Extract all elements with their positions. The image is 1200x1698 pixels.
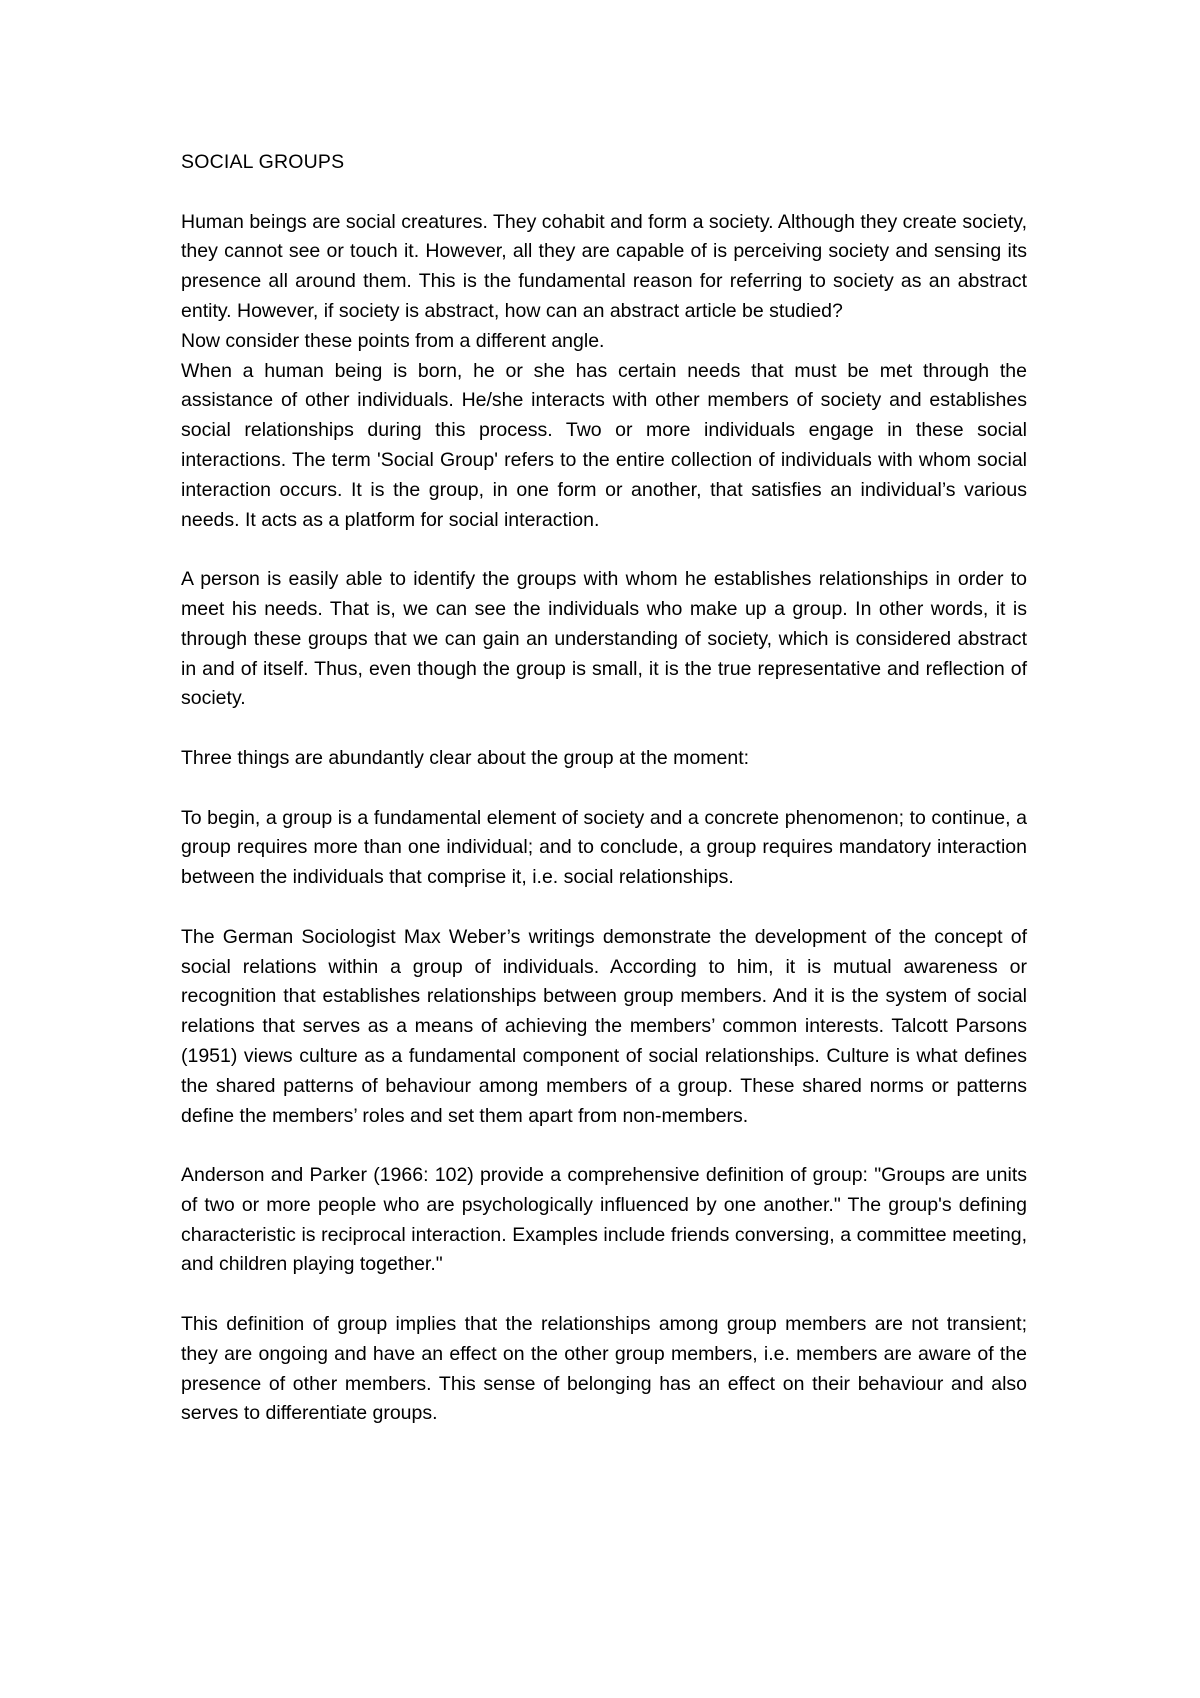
paragraph-begin-continue-conclude: To begin, a group is a fundamental element of society and a concrete phenomenon; to continue, a group requires more than one individual; and to conclude, a group requires mandatory interaction between the individuals that comprise it, i.e. social relationships. xyxy=(181,806,1027,889)
spacer xyxy=(181,1280,1027,1310)
paragraph-needs: When a human being is born, he or she has certain needs that must be met through the assistance of other individuals. He/she interacts with other members of society and establishes social relationships during this process. Two or more individuals engage in these social interactions. The term 'Social Group' refers to the entire collection of individuals with whom social interaction occurs. It is the group, in one form or another, that satisfies an individual’s various needs. It acts as a platform for social interaction. xyxy=(181,359,1027,531)
spacer xyxy=(181,1131,1027,1161)
paragraph-intro: Human beings are social creatures. They cohabit and form a society. Although they create society, they cannot see or touch it. However, all they are capable of is perceiving society and sensing its presence all around them. This is the fundamental reason for referring to society as an abstract entity. However, if society is abstract, how can an abstract article be studied? xyxy=(181,210,1027,322)
paragraph-identify-groups: A person is easily able to identify the groups with whom he establishes relationships in order to meet his needs. That is, we can see the individuals who make up a group. In other words, it is through these groups that we can gain an understanding of society, which is considered abstract in and of itself. Thus, even though the group is small, it is the true representative and reflection of society. xyxy=(181,568,1027,710)
paragraph-weber-parsons: The German Sociologist Max Weber’s writings demonstrate the development of the concept of social relations within a group of individuals. According to him, it is mutual awareness or recognition that establishes relationships between group members. And it is the system of social relations that serves as a means of achieving the members’ common interests. Talcott Parsons (1951) views culture as a fundamental component of social relationships. Culture is what defines the shared patterns of behaviour among members of a group. These shared norms or patterns define the members’ roles and set them apart from non-members. xyxy=(181,925,1027,1127)
paragraph-definition-implications: This definition of group implies that the relationships among group members are not transient; they are ongoing and have an effect on the other group members, i.e. members are aware of the presence of other members. This sense of belonging has an effect on their behaviour and also serves to differentiate groups. xyxy=(181,1313,1027,1425)
spacer xyxy=(181,535,1027,565)
spacer xyxy=(181,774,1027,804)
paragraph-anderson-parker: Anderson and Parker (1966: 102) provide a comprehensive definition of group: "Groups are units of two or more people who are psychologically influenced by one another." The group's defining characteristic is reciprocal interaction. Examples include friends conversing, a committee meeting, and children playing together." xyxy=(181,1164,1027,1276)
document-title: SOCIAL GROUPS xyxy=(181,151,345,173)
document-body xyxy=(181,148,1027,1429)
paragraph-angle: Now consider these points from a different angle. xyxy=(181,329,605,352)
spacer xyxy=(181,893,1027,923)
spacer xyxy=(181,714,1027,744)
spacer xyxy=(181,178,1027,208)
paragraph-three-things: Three things are abundantly clear about the group at the moment: xyxy=(181,746,750,769)
